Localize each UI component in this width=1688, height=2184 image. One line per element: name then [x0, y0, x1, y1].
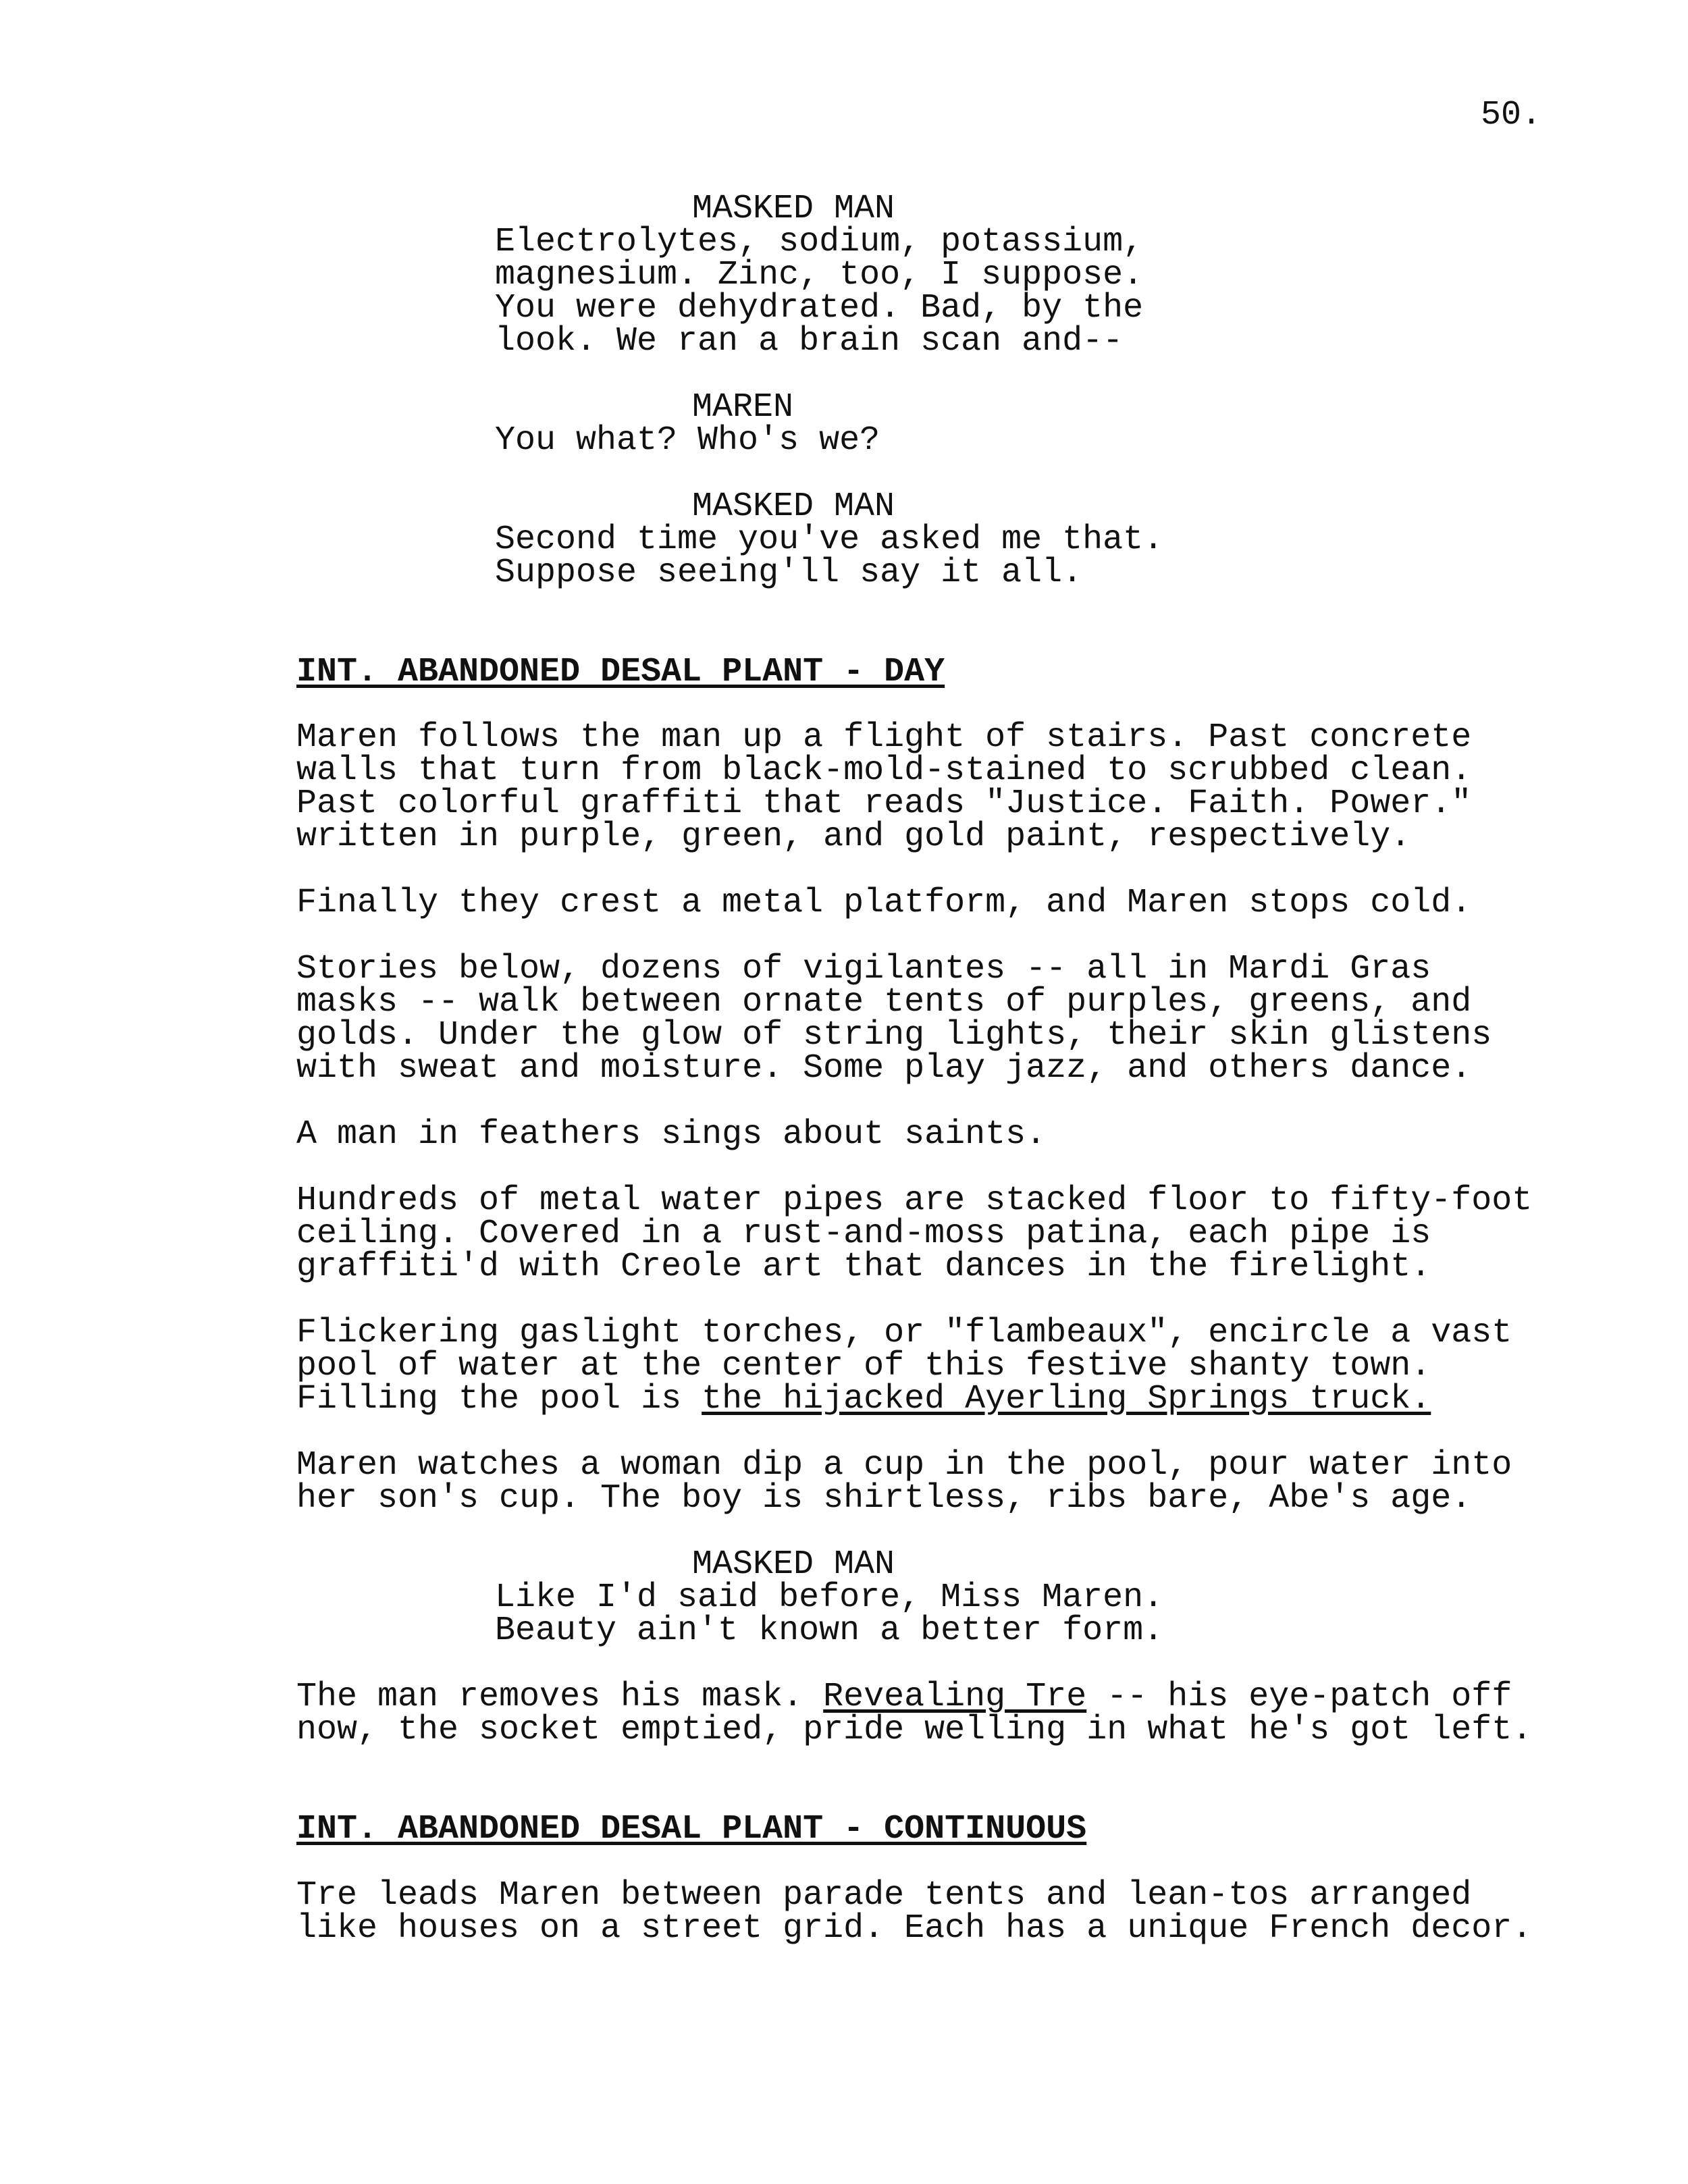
action-paragraph: Tre leads Maren between parade tents and lean-tos arranged like houses on a street grid. Each has a unique French decor.	[296, 1876, 1533, 1948]
action-paragraph	[296, 1680, 1532, 1747]
action-text: Flickering gaslight torches, or "flambeaux", encircle a vast pool of water at the center of this festive shanty town. Filling the pool is	[296, 1314, 1512, 1418]
underlined-text: Revealing Tre	[823, 1678, 1087, 1716]
action-paragraph: Hundreds of metal water pipes are stacked floor to fifty-foot ceiling. Covered in a rust-and-moss patina, each pipe is graffiti'd with Creole art that dances in the firelight.	[296, 1181, 1533, 1286]
action-paragraph	[296, 1316, 1512, 1416]
action-paragraph: A man in feathers sings about saints.	[296, 1115, 1047, 1154]
dialogue: Electrolytes, sodium, potassium, magnesium. Zinc, too, I suppose. You were dehydrated. Bad, by the look. We ran a brain scan and--	[495, 223, 1144, 361]
dialogue: Second time you've asked me that. Suppose seeing'll say it all.	[495, 521, 1164, 592]
underlined-text: the hijacked Ayerling Springs truck.	[702, 1380, 1431, 1418]
action-paragraph: Maren watches a woman dip a cup in the pool, pour water into her son's cup. The boy is shirtless, ribs bare, Abe's age.	[296, 1446, 1512, 1518]
dialogue: Like I'd said before, Miss Maren. Beauty ain't known a better form.	[495, 1578, 1164, 1650]
action-paragraph: Maren follows the man up a flight of stairs. Past concrete walls that turn from black-mold-stained to scrubbed clean. Past colorful graffiti that reads "Justice. Faith. Power." written in purple, green, and gold paint, respectively.	[296, 718, 1472, 856]
character-name: MASKED MAN	[692, 190, 895, 228]
character-name: MASKED MAN	[692, 1545, 895, 1584]
scene-heading: INT. ABANDONED DESAL PLANT - DAY	[296, 653, 945, 691]
scene-heading: INT. ABANDONED DESAL PLANT - CONTINUOUS	[296, 1810, 1087, 1848]
character-name: MAREN	[692, 388, 794, 427]
action-paragraph: Finally they crest a metal platform, and Maren stops cold.	[296, 884, 1472, 922]
page-number: 50.	[1481, 96, 1542, 134]
dialogue: You what? Who's we?	[495, 421, 880, 460]
action-text: The man removes his mask.	[296, 1678, 824, 1716]
action-paragraph: Stories below, dozens of vigilantes -- all in Mardi Gras masks -- walk between ornate tents of purples, greens, and golds. Under the glow of string lights, their skin glistens with sweat and moisture. Some play jazz, and others dance.	[296, 950, 1492, 1088]
character-name: MASKED MAN	[692, 487, 895, 526]
action-text: -- his eye-patch off now, the socket emptied, pride welling in what he's got left.	[296, 1678, 1533, 1749]
